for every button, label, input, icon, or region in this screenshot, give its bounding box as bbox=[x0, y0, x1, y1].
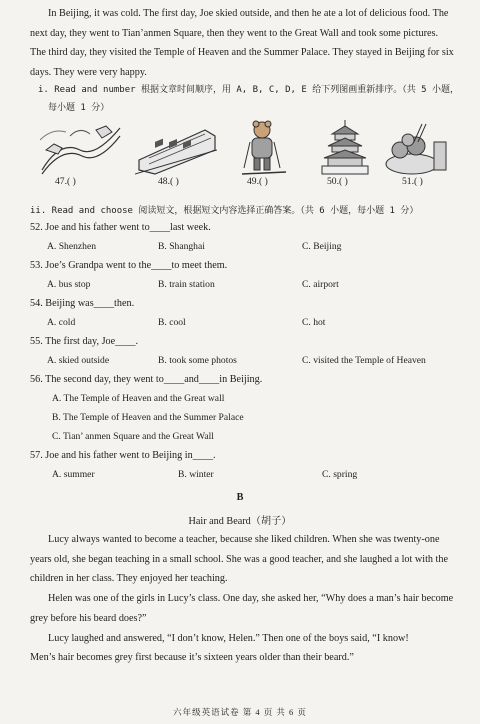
section-i-instruction: i. Read and number 根据文章时间顺序，用 A, B, C, D, E 给下列图画重新排序。（共 5 小题， bbox=[38, 85, 459, 95]
passage-b-title: Hair and Beard（胡子） bbox=[188, 516, 292, 527]
q54-option-a[interactable]: A. cold bbox=[47, 317, 76, 328]
q52-option-c[interactable]: C. Beijing bbox=[302, 241, 342, 252]
q57-option-c[interactable]: C. spring bbox=[322, 469, 358, 480]
passage-b-paragraph-3-line-1: Lucy laughed and answered, “I don’t know, Helen.” Then one of the boys said, “I know! bbox=[48, 633, 409, 644]
q55-option-c[interactable]: C. visited the Temple of Heaven bbox=[302, 355, 426, 366]
q56-option-a[interactable]: A. The Temple of Heaven and the Great wall bbox=[52, 393, 225, 404]
passage-b-paragraph-2: Helen was one of the girls in Lucy’s class. One day, she asked her, “Why does a man’s hair become grey before his beard does?” bbox=[30, 593, 454, 624]
picture-47-label: 47.( ) bbox=[55, 176, 76, 187]
train-icon bbox=[135, 120, 217, 176]
section-i-instruction-cont: 每小题 1 分） bbox=[48, 103, 110, 113]
great-wall-icon bbox=[40, 120, 122, 176]
picture-49-label: 49.( ) bbox=[247, 176, 268, 187]
skiing-bear-icon bbox=[240, 120, 290, 178]
q57-option-a[interactable]: A. summer bbox=[52, 469, 95, 480]
q55-option-b[interactable]: B. took some photos bbox=[158, 355, 237, 366]
question-56: 56. The second day, they went to____and____in Beijing. bbox=[30, 374, 263, 385]
question-53: 53. Joe’s Grandpa went to the____to meet them. bbox=[30, 260, 228, 271]
question-52: 52. Joe and his father went to____last week. bbox=[30, 222, 211, 233]
q56-option-b[interactable]: B. The Temple of Heaven and the Summer Palace bbox=[52, 412, 244, 423]
q56-option-c[interactable]: C. Tian’ anmen Square and the Great Wall bbox=[52, 431, 214, 442]
food-icon bbox=[382, 120, 452, 178]
q52-option-a[interactable]: A. Shenzhen bbox=[47, 241, 97, 252]
q57-option-b[interactable]: B. winter bbox=[178, 469, 214, 480]
question-54: 54. Beijing was____then. bbox=[30, 298, 135, 309]
q54-option-b[interactable]: B. cool bbox=[158, 317, 186, 328]
passage-b-paragraph-3-line-2: Men’s hair becomes grey first because it’s sixteen years older than their beard.” bbox=[30, 652, 354, 663]
picture-51-label: 51.( ) bbox=[402, 176, 423, 187]
q52-option-b[interactable]: B. Shanghai bbox=[158, 241, 205, 252]
passage-b-paragraph-1: Lucy always wanted to become a teacher, because she liked children. When she was twenty-one years old, she began teaching in a small school. She was a good teacher, and she laughed a lot with the children in her class. They enjoyed her teaching. bbox=[30, 534, 449, 584]
temple-of-heaven-icon bbox=[320, 120, 370, 178]
section-b-letter: B bbox=[236, 492, 244, 503]
q53-option-a[interactable]: A. bus stop bbox=[47, 279, 91, 290]
page-footer: 六年级英语试卷 第 4 页 共 6 页 bbox=[173, 707, 307, 717]
q53-option-c[interactable]: C. airport bbox=[302, 279, 339, 290]
question-55: 55. The first day, Joe____. bbox=[30, 336, 139, 347]
picture-50-label: 50.( ) bbox=[327, 176, 348, 187]
question-57: 57. Joe and his father went to Beijing in____. bbox=[30, 450, 216, 461]
q55-option-a[interactable]: A. skied outside bbox=[47, 355, 110, 366]
q54-option-c[interactable]: C. hot bbox=[302, 317, 326, 328]
picture-48-label: 48.( ) bbox=[158, 176, 179, 187]
passage-a: In Beijing, it was cold. The first day, Joe skied outside, and then he ate a lot of delicious food. The next day, they went to Tian’anmen Square, then they went to the Great Wall and took some pictures. The third day, they visited the Temple of Heaven and the Summer Palace. They stayed in Beijing for six days. They were very happy. bbox=[30, 8, 454, 78]
section-ii-instruction: ii. Read and choose 阅读短文，根据短文内容选择正确答案。（共 6 小题，每小题 1 分） bbox=[30, 206, 419, 216]
q53-option-b[interactable]: B. train station bbox=[158, 279, 215, 290]
